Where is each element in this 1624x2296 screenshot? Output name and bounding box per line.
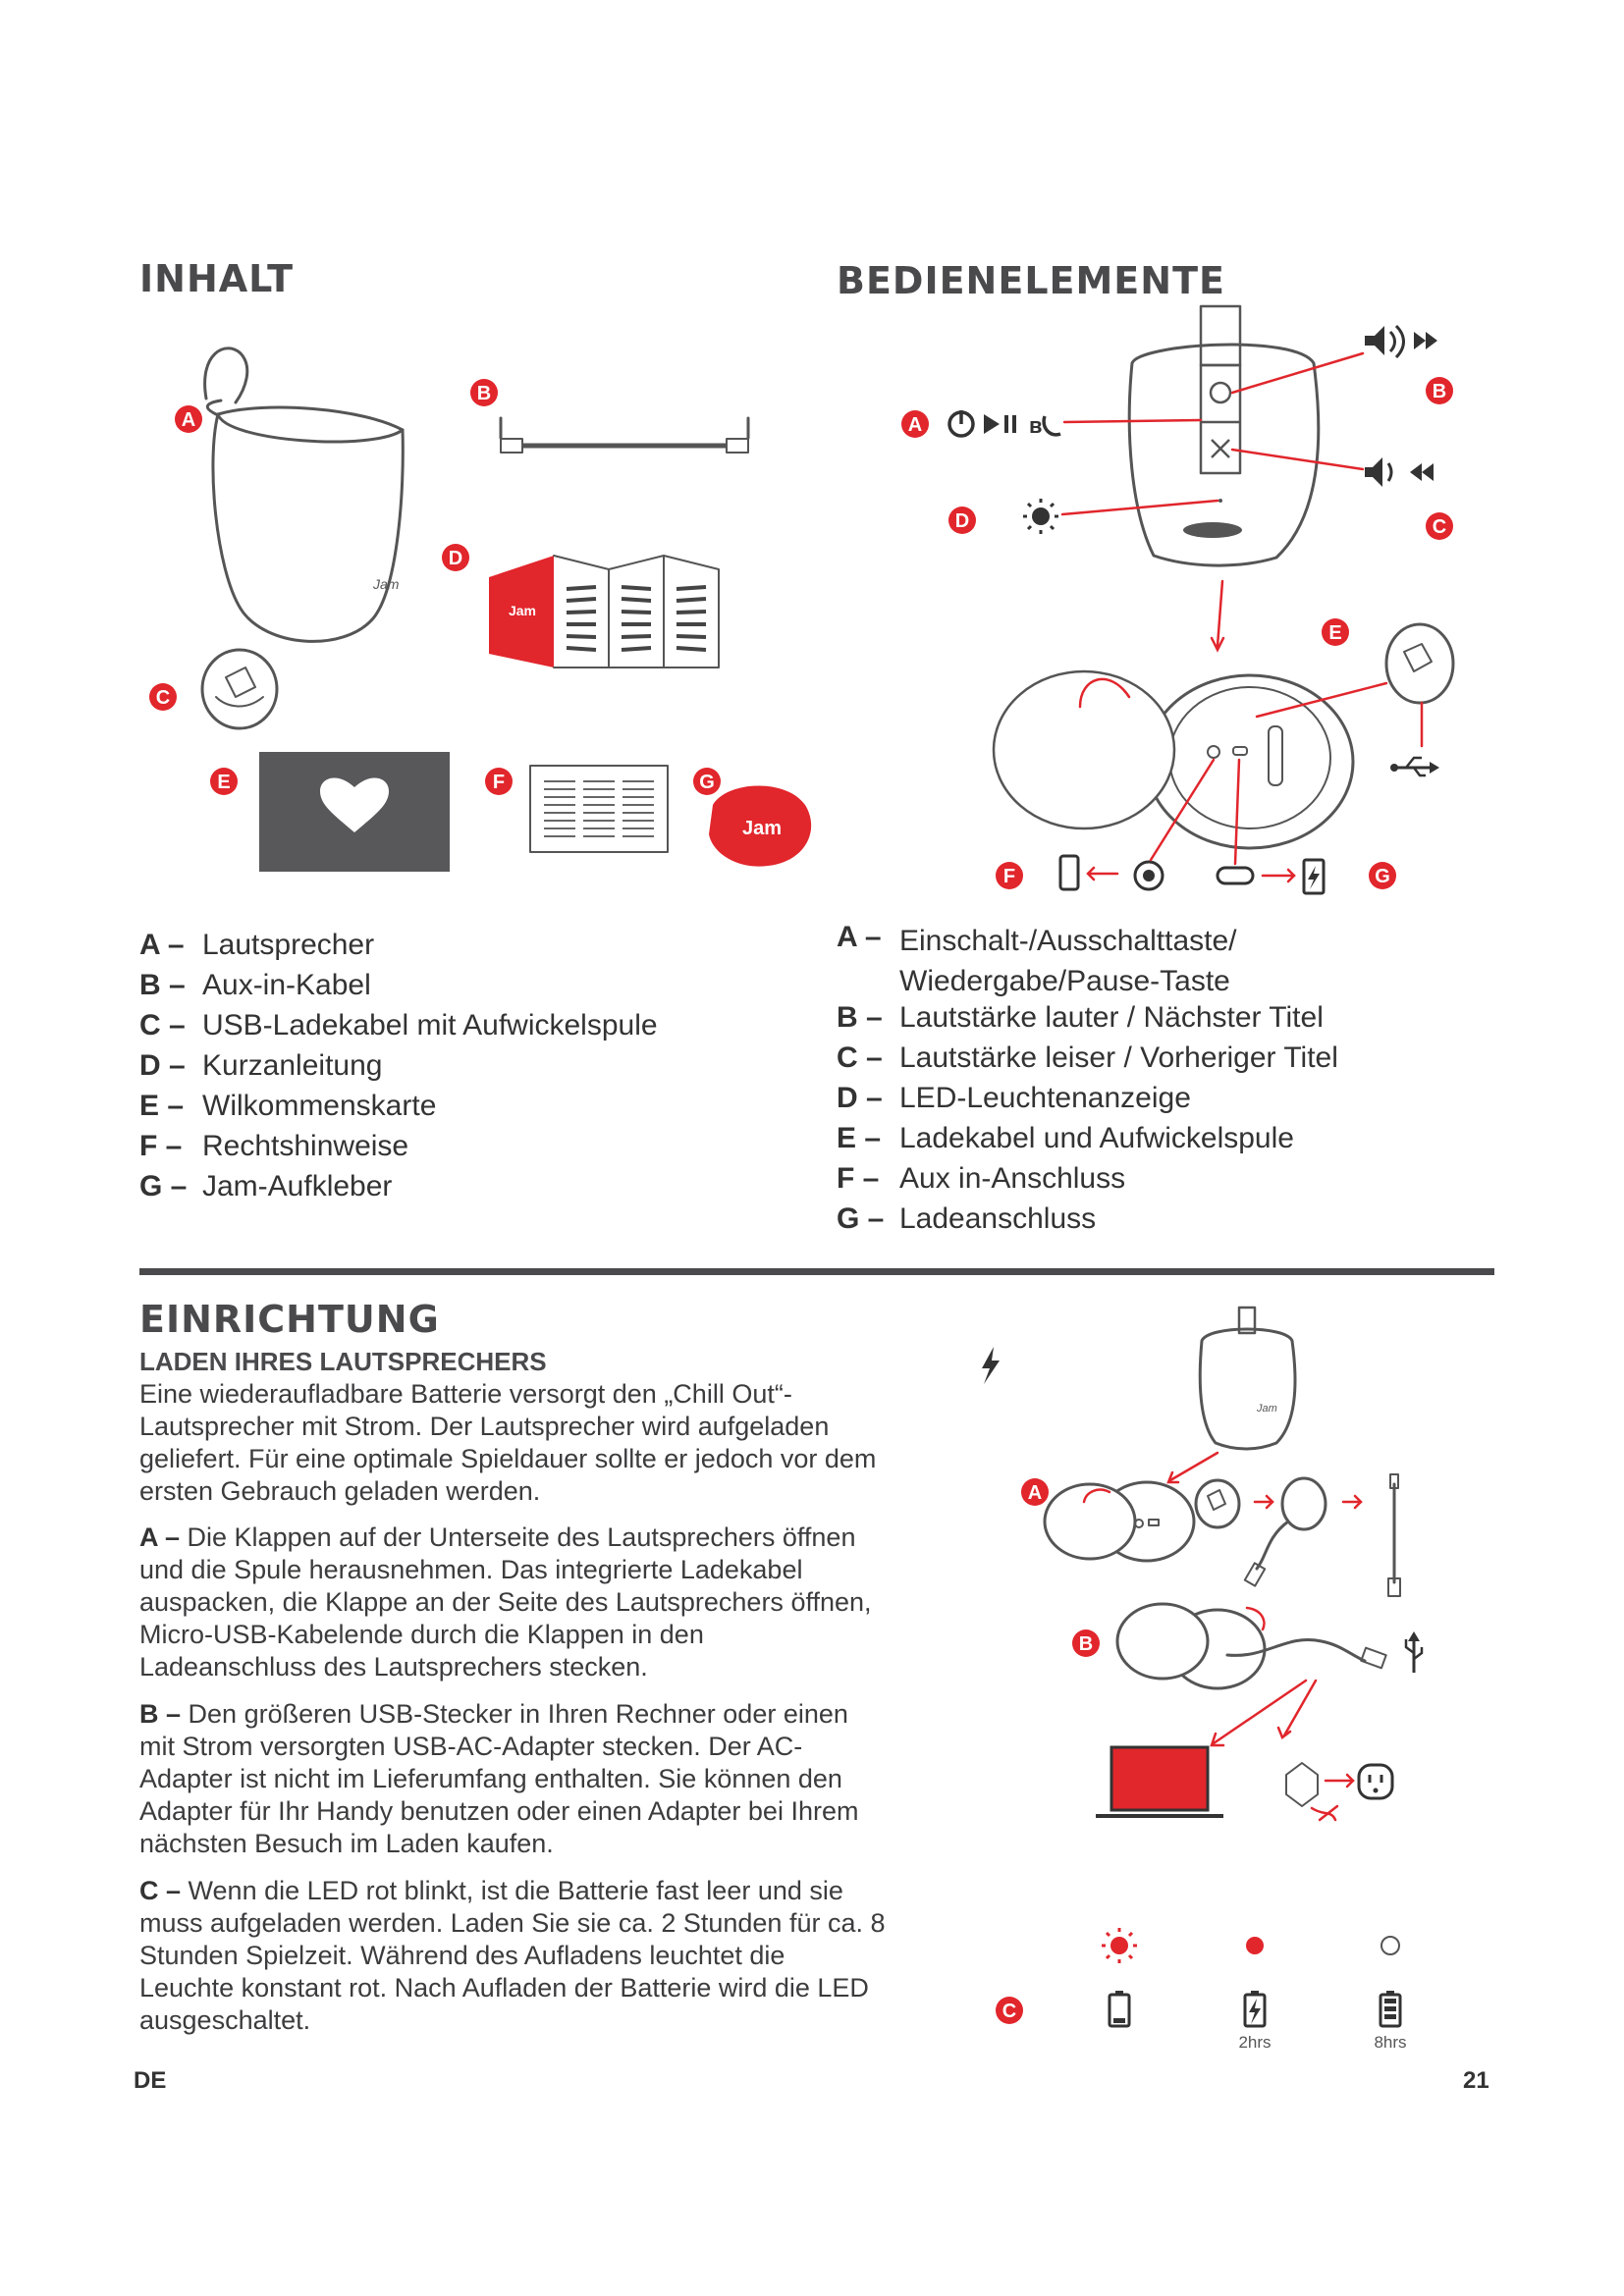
ctrl-label-e: E bbox=[1328, 622, 1342, 644]
volume-up-icon bbox=[1365, 326, 1437, 357]
legend-key: A – bbox=[837, 921, 882, 953]
label-d: D bbox=[448, 548, 463, 569]
legend-key: G – bbox=[139, 1170, 188, 1202]
step-text: Wenn die LED rot blinkt, ist die Batterie fast leer und sie muss aufgeladen werden. Laden Sie sie ca. 2 Stunden für ca. 8 Stunden Spielzeit. Während des Aufladens leuchtet die Leuchte konstant rot. Nach Aufladen der Batterie wird die LED ausgeschaltet. bbox=[139, 1876, 886, 2035]
legend-text: Kurzanleitung bbox=[202, 1049, 383, 1082]
battery-low-icon bbox=[1110, 1991, 1129, 2026]
led-solid-icon bbox=[1246, 1937, 1264, 1954]
usb-icon bbox=[1406, 1631, 1422, 1673]
inhalt-diagram bbox=[137, 324, 825, 883]
legend-key: F – bbox=[139, 1130, 183, 1162]
legend-key: B – bbox=[837, 1001, 883, 1034]
ac-adapter-icon bbox=[1286, 1763, 1392, 1820]
einrichtung-subtitle: LADEN IHRES LAUTSPRECHERS bbox=[139, 1347, 547, 1376]
legal-notes-illustration bbox=[530, 766, 668, 852]
legend-key: C – bbox=[139, 1009, 186, 1041]
legend-item bbox=[837, 1202, 1524, 1243]
legend-text: Lautstärke lauter / Nächster Titel bbox=[899, 1001, 1324, 1034]
label-f: F bbox=[492, 772, 506, 793]
legend-text: Lautstärke leiser / Vorheriger Titel bbox=[899, 1041, 1338, 1074]
legend-item bbox=[139, 1170, 748, 1210]
legend-text: Lautsprecher bbox=[202, 929, 375, 961]
legend-text: Aux-in-Kabel bbox=[202, 969, 371, 1001]
laptop-icon bbox=[1096, 1747, 1223, 1816]
connected-speaker-illustration bbox=[1117, 1604, 1386, 1688]
ctrl-label-b: B bbox=[1432, 381, 1447, 402]
legend-key: D – bbox=[837, 1082, 883, 1114]
step-text: Die Klappen auf der Unterseite des Lautsprechers öffnen und die Spule herausnehmen. Das integrierte Ladekabel auspacken, die Klappe an der Seite des Lautsprechers öffnen, Micro-USB-Kabelende durch die Klappen in den Ladeanschluss des Lautsprechers stecken. bbox=[139, 1522, 872, 1682]
legend-item bbox=[837, 1041, 1524, 1082]
label-g: G bbox=[699, 772, 715, 793]
setup-label-c: C bbox=[1001, 2001, 1017, 2022]
section-divider bbox=[139, 1268, 1494, 1275]
step-key: A – bbox=[139, 1522, 181, 1552]
control-icons-a bbox=[949, 410, 1060, 438]
legend-item bbox=[837, 1162, 1524, 1202]
inhalt-title: INHALT bbox=[139, 257, 294, 300]
legend-item bbox=[837, 921, 1524, 1001]
coil-unwrap-icon bbox=[1245, 1478, 1326, 1586]
svg-text:Jam: Jam bbox=[508, 603, 537, 618]
welcome-card-illustration bbox=[259, 752, 450, 872]
coil-step-icon bbox=[1196, 1480, 1239, 1527]
page-number: 21 bbox=[1463, 2067, 1489, 2094]
battery-time-8hrs: 8hrs bbox=[1374, 2033, 1407, 2052]
usb-icon bbox=[1390, 758, 1439, 775]
legend-item bbox=[837, 1001, 1524, 1041]
label-c: C bbox=[155, 687, 171, 709]
battery-time-2hrs: 2hrs bbox=[1238, 2033, 1272, 2052]
legend-text: Rechtshinweise bbox=[202, 1130, 409, 1162]
charge-bolt-icon bbox=[982, 1347, 1000, 1384]
legend-key: G – bbox=[837, 1202, 885, 1235]
speaker-illustration bbox=[205, 348, 404, 642]
legend-item bbox=[139, 1130, 748, 1170]
jam-sticker-text: Jam bbox=[741, 818, 783, 839]
footer-language: DE bbox=[134, 2067, 167, 2094]
charging-speaker-illustration bbox=[1200, 1308, 1295, 1449]
ctrl-label-a: A bbox=[907, 414, 923, 436]
usb-coil-illustration bbox=[202, 650, 277, 728]
speaker-controls-illustration bbox=[1129, 306, 1319, 565]
legend-key: D – bbox=[139, 1049, 186, 1082]
ctrl-label-d: D bbox=[954, 510, 970, 532]
quick-guide-illustration bbox=[489, 556, 719, 667]
legend-item bbox=[837, 1082, 1524, 1122]
legend-text: USB-Ladekabel mit Aufwickelspule bbox=[202, 1009, 658, 1041]
legend-item bbox=[139, 969, 748, 1009]
legend-item bbox=[139, 1049, 748, 1090]
legend-text: Jam-Aufkleber bbox=[202, 1170, 393, 1202]
bedienelemente-legend bbox=[837, 921, 1524, 1243]
open-flaps-illustration bbox=[1045, 1482, 1194, 1561]
legend-key: F – bbox=[837, 1162, 880, 1195]
label-a: A bbox=[181, 409, 196, 431]
legend-key: E – bbox=[139, 1090, 185, 1122]
legend-text: Wilkommenskarte bbox=[202, 1090, 437, 1122]
legend-text: LED-Leuchtenanzeige bbox=[899, 1082, 1191, 1114]
label-e: E bbox=[217, 772, 231, 793]
svg-text:ʙ: ʙ bbox=[1029, 413, 1043, 438]
step-a bbox=[139, 1522, 886, 1683]
ctrl-label-c: C bbox=[1432, 516, 1447, 538]
svg-text:Jam: Jam bbox=[1257, 1403, 1277, 1415]
cable-straight-icon bbox=[1388, 1474, 1400, 1596]
step-c bbox=[139, 1875, 886, 2037]
svg-text:Jam: Jam bbox=[373, 576, 400, 592]
inhalt-legend bbox=[139, 929, 748, 1210]
label-b: B bbox=[476, 383, 492, 404]
setup-label-b: B bbox=[1078, 1633, 1094, 1655]
step-b bbox=[139, 1698, 886, 1860]
aux-cable-illustration bbox=[501, 418, 748, 453]
ctrl-label-g: G bbox=[1375, 866, 1390, 887]
legend-text: Ladeanschluss bbox=[899, 1202, 1097, 1235]
led-off-icon bbox=[1381, 1937, 1399, 1954]
legend-item bbox=[139, 1090, 748, 1130]
legend-text-line1: Einschalt-/Ausschalttaste/ bbox=[899, 925, 1237, 957]
einrichtung-diagram bbox=[972, 1296, 1443, 2071]
step-text: Den größeren USB-Stecker in Ihren Rechner oder einen mit Strom versorgten USB-AC-Adapter stecken. Der AC-Adapter ist nicht im Lieferumfang enthalten. Sie können den Adapter für Ihr Handy benutzen oder einen Adapter bei Ihrem nächsten Besuch im Laden kaufen. bbox=[139, 1699, 859, 1858]
battery-full-icon bbox=[1380, 1991, 1400, 2026]
legend-text bbox=[899, 921, 1524, 1001]
legend-item bbox=[139, 929, 748, 969]
step-key: C – bbox=[139, 1876, 182, 1905]
battery-charging-icon bbox=[1245, 1991, 1265, 2026]
legend-key: E – bbox=[837, 1122, 882, 1154]
legend-key: A – bbox=[139, 929, 185, 961]
legend-text-line2: Wiedergabe/Pause-Taste bbox=[899, 965, 1230, 997]
legend-key: C – bbox=[837, 1041, 883, 1074]
setup-label-a: A bbox=[1027, 1482, 1043, 1504]
jam-sticker-illustration bbox=[709, 785, 811, 866]
coil-icon bbox=[1386, 624, 1453, 703]
phone-aux-icon bbox=[1060, 856, 1163, 889]
led-icon bbox=[1023, 499, 1058, 534]
bedienelemente-diagram bbox=[884, 294, 1492, 903]
legend-text: Ladekabel und Aufwickelspule bbox=[899, 1122, 1294, 1154]
ctrl-label-f: F bbox=[1002, 866, 1016, 887]
volume-down-icon bbox=[1365, 457, 1434, 487]
led-blinking-icon bbox=[1102, 1928, 1137, 1963]
legend-text: Aux in-Anschluss bbox=[899, 1162, 1126, 1195]
bedienelemente-title: BEDIENELEMENTE bbox=[837, 259, 1225, 302]
einrichtung-intro: Eine wiederaufladbare Batterie versorgt den „Chill Out“-Lautsprecher mit Strom. Der Lautsprecher wird aufgeladen geliefert. Für eine optimale Spieldauer sollte er jedoch vor dem ersten Gebrauch geladen werden. bbox=[139, 1379, 877, 1506]
charge-port-icon bbox=[1218, 860, 1324, 893]
einrichtung-title: EINRICHTUNG bbox=[139, 1298, 440, 1341]
step-key: B – bbox=[139, 1699, 182, 1729]
legend-key: B – bbox=[139, 969, 186, 1001]
legend-item bbox=[139, 1009, 748, 1049]
legend-item bbox=[837, 1122, 1524, 1162]
